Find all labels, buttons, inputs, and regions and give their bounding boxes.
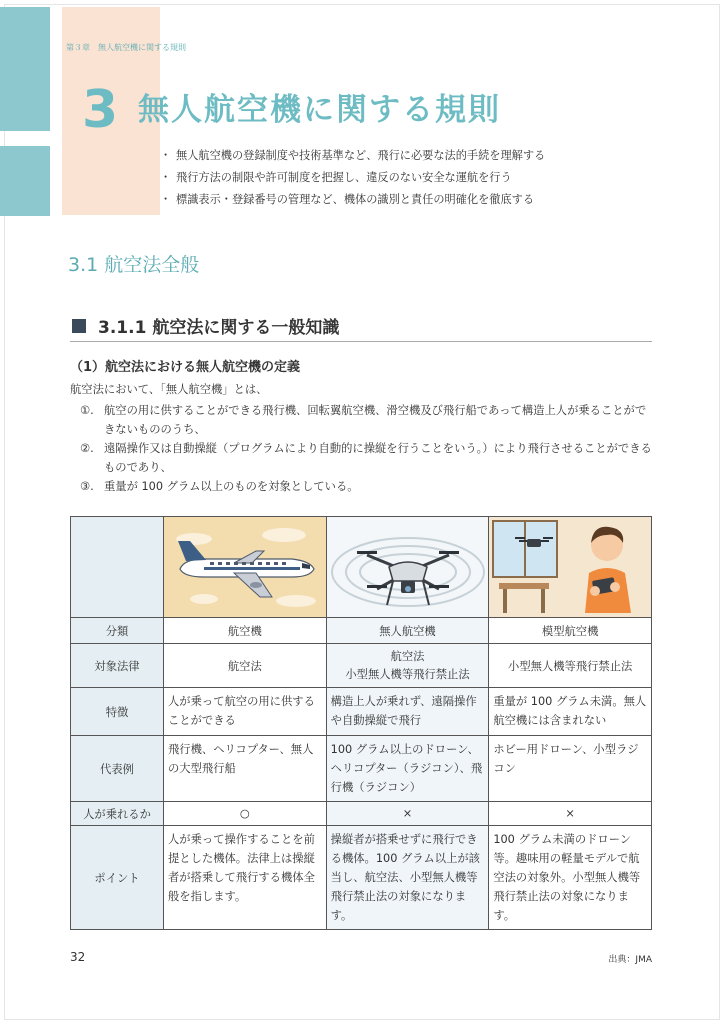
table-cell: × xyxy=(489,802,652,826)
table-cell: 100 グラム未満のドローン等。趣味用の軽量モデルで航空法の対象外。小型無人機等飛行禁止法の対象になります。 xyxy=(489,826,652,930)
page-number: 32 xyxy=(70,950,86,964)
source-credit: 出典：JMA xyxy=(608,955,652,965)
table-cell: 航空法 xyxy=(164,644,327,688)
chapter-tab-decoration xyxy=(0,7,50,131)
table-cell: 小型無人機等飛行禁止法 xyxy=(489,644,652,688)
table-cell: 操縦者が搭乗せずに飛行できる機体。100 グラム以上が該当し、航空法、小型無人機等飛行禁止法の対象になります。 xyxy=(326,826,489,930)
table-cell: ホビー用ドローン、小型ラジコン xyxy=(489,736,652,802)
goal-item: ・ 飛行方法の制限や許可制度を把握し、違反のない安全な運航を行う xyxy=(176,168,545,190)
table-row xyxy=(71,688,652,736)
row-label: 特徴 xyxy=(71,688,164,736)
row-label: 人が乗れるか xyxy=(71,802,164,826)
table-corner xyxy=(71,517,164,618)
chapter-tab-decoration-lower xyxy=(0,146,50,216)
airplane-image-cell xyxy=(164,517,327,618)
definition-list xyxy=(80,401,654,496)
goal-item: ・ 標識表示・登録番号の管理など、機体の識別と責任の明確化を徹底する xyxy=(176,190,545,212)
table-cell: 模型航空機 xyxy=(489,618,652,644)
table-cell: 重量が 100 グラム未満。無人航空機には含まれない xyxy=(489,688,652,736)
drone-illustration-icon xyxy=(327,517,489,617)
chapter-number: 3 xyxy=(82,80,119,140)
law-line: 小型無人機等飛行禁止法 xyxy=(345,667,470,681)
chapter-goals xyxy=(176,146,545,212)
table-cell: 無人航空機 xyxy=(326,618,489,644)
intro-text: 航空法において、「無人航空機」とは、 xyxy=(70,383,268,396)
table-cell: 航空機 xyxy=(164,618,327,644)
table-row xyxy=(71,618,652,644)
row-label: 代表例 xyxy=(71,736,164,802)
comparison-table xyxy=(70,516,652,930)
table-cell: 飛行機、ヘリコプター、無人の大型飛行船 xyxy=(164,736,327,802)
subsection-title: 3.1.1 航空法に関する一般知識 xyxy=(98,318,340,338)
airplane-illustration-icon xyxy=(164,517,326,617)
row-label: ポイント xyxy=(71,826,164,930)
subsection-heading xyxy=(70,311,652,342)
boy-with-toy-drone-illustration-icon xyxy=(489,517,651,617)
table-cell: 100 グラム以上のドローン、ヘリコプター（ラジコン）、飛行機（ラジコン） xyxy=(326,736,489,802)
table-row xyxy=(71,736,652,802)
running-head: 第３章 無人航空機に関する規則 xyxy=(66,43,186,52)
table-row xyxy=(71,802,652,826)
heading-level-3: （1）航空法における無人航空機の定義 xyxy=(70,360,301,375)
section-title: 3.1 航空法全般 xyxy=(68,254,200,276)
chapter-title: 無人航空機に関する規則 xyxy=(138,92,501,128)
table-row xyxy=(71,644,652,688)
law-line: 航空法 xyxy=(390,649,425,663)
toy-drone-image-cell xyxy=(489,517,652,618)
square-bullet-icon xyxy=(72,319,86,333)
table-row xyxy=(71,826,652,930)
table-cell: ○ xyxy=(164,802,327,826)
drone-image-cell xyxy=(326,517,489,618)
table-cell: × xyxy=(326,802,489,826)
definition-item: ①. 航空の用に供することができる飛行機、回転翼航空機、滑空機及び飛行船であって構造上人が乗ることができないもののうち、 xyxy=(80,404,647,436)
goal-item: ・ 無人航空機の登録制度や技術基準など、飛行に必要な法的手続を理解する xyxy=(176,146,545,168)
definition-item: ③. 重量が 100 グラム以上のものを対象としている。 xyxy=(80,480,359,493)
definition-item: ②. 遠隔操作又は自動操縦（プログラムにより自動的に操縦を行うことをいう。）により飛行させることができるものであり、 xyxy=(80,442,652,474)
row-label: 分類 xyxy=(71,618,164,644)
row-label: 対象法律 xyxy=(71,644,164,688)
table-cell: 人が乗って航空の用に供することができる xyxy=(164,688,327,736)
table-cell: 人が乗って操作することを前提とした機体。法律上は操縦者が搭乗して飛行する機体全般を指します。 xyxy=(164,826,327,930)
table-cell: 構造上人が乗れず、遠隔操作や自動操縦で飛行 xyxy=(326,688,489,736)
table-cell xyxy=(326,644,489,688)
